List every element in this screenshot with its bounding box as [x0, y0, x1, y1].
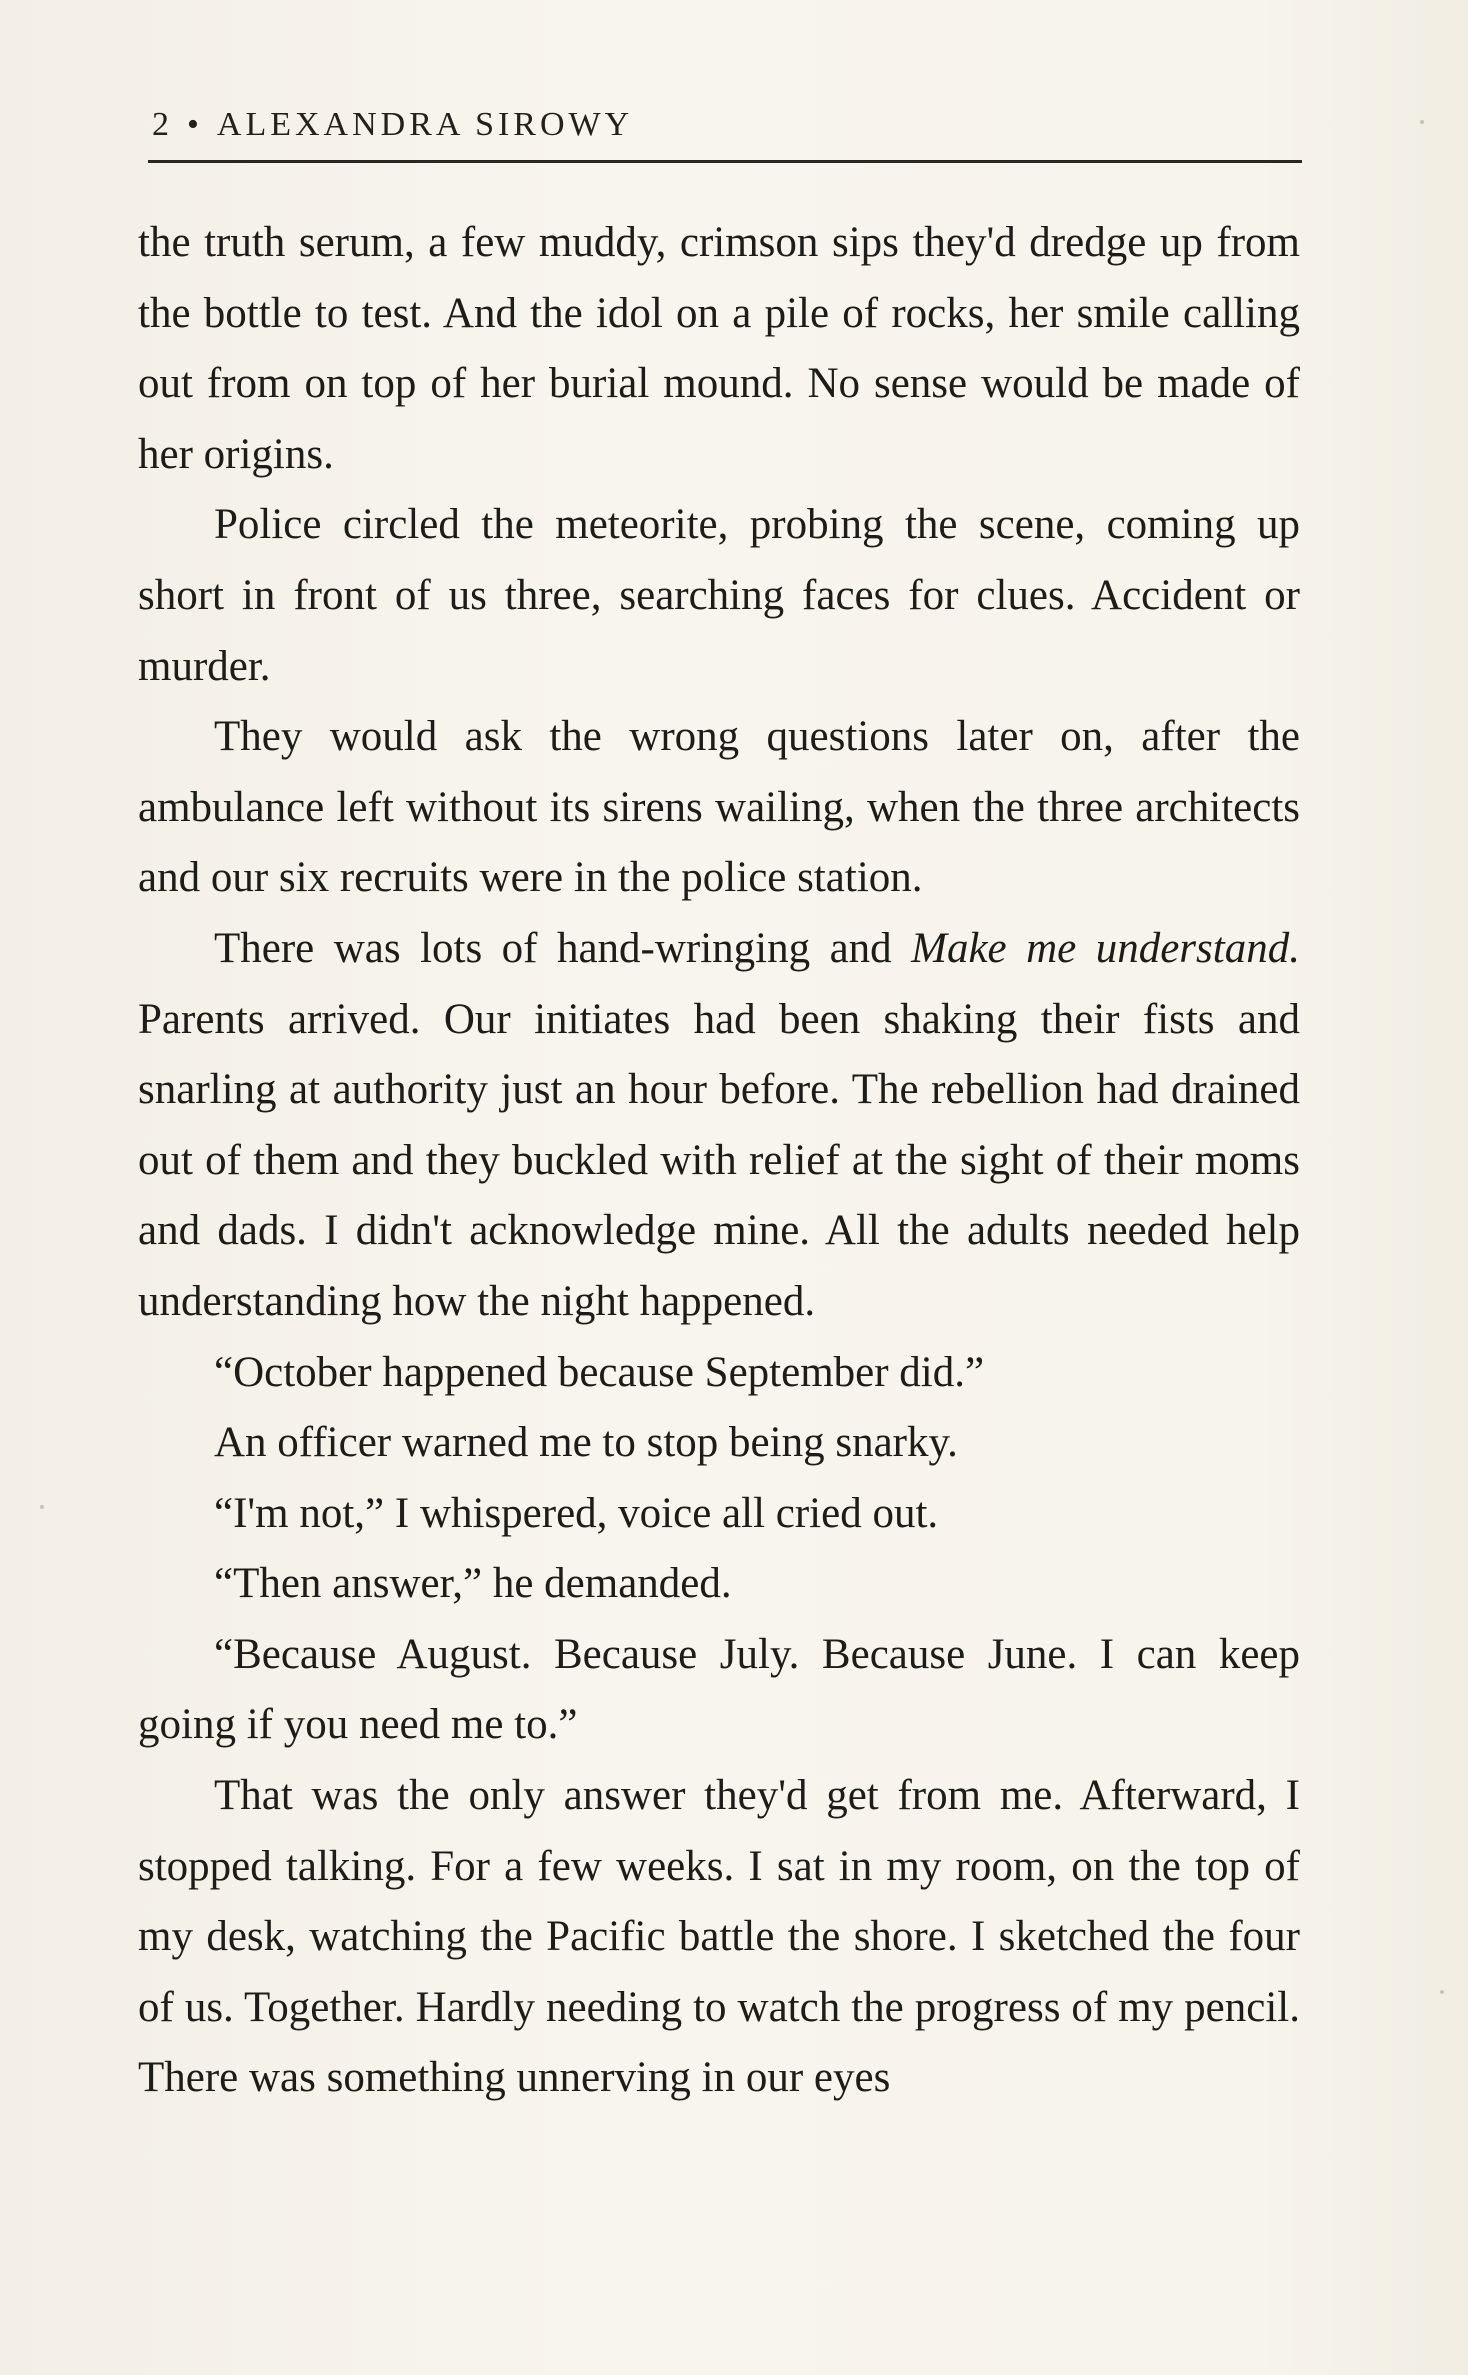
dialogue-line: “Because August. Because July. Because June. I can keep going if you need me to.”	[138, 1630, 1300, 1749]
paragraph-text: Parents arrived. Our initiates had been shaking their fists and snarling at authority just an hour before. The rebellion had drained out of them and they buckled with relief at the sight of their moms and dads. I didn't acknowledge mine. All the adults needed help understanding how the night happened.	[138, 995, 1300, 1325]
italic-text: Make me understand.	[911, 924, 1300, 972]
paragraph-text: There was lots of hand-wringing and	[214, 924, 912, 972]
paper-speck	[40, 1505, 44, 1509]
paragraph	[138, 914, 1300, 1338]
running-header	[152, 106, 1302, 144]
paragraph: That was the only answer they'd get from me. Afterward, I stopped talking. For a few weeks. I sat in my room, on the top of my desk, watching the Pacific battle the shore. I sketched the four of us. Together. Hardly needing to watch the progress of my pencil. There was something unnerving in our eyes	[138, 1772, 1300, 2102]
dialogue-line: “October happened because September did.”	[214, 1348, 985, 1396]
header-rule	[148, 160, 1302, 163]
header-separator: •	[187, 106, 203, 143]
page-number: 2	[152, 106, 173, 143]
paragraph: the truth serum, a few muddy, crimson sips they'd dredge up from the bottle to test. And the idol on a pile of rocks, her smile calling out from on top of her burial mound. No sense would be made of her origins.	[138, 219, 1300, 478]
dialogue-line: “Then answer,” he demanded.	[214, 1560, 732, 1608]
dialogue-line: “I'm not,” I whispered, voice all cried out.	[214, 1489, 939, 1537]
author-name: ALEXANDRA SIROWY	[216, 106, 634, 143]
paper-speck	[1440, 1990, 1444, 1994]
paragraph: An officer warned me to stop being snarky.	[214, 1419, 958, 1467]
paper-speck	[1420, 120, 1424, 124]
body-text	[138, 208, 1300, 2114]
paragraph: They would ask the wrong questions later on, after the ambulance left without its sirens wailing, when the three architects and our six recruits were in the police station.	[138, 713, 1300, 902]
paragraph: Police circled the meteorite, probing the scene, coming up short in front of us three, searching faces for clues. Accident or murder.	[138, 501, 1300, 690]
